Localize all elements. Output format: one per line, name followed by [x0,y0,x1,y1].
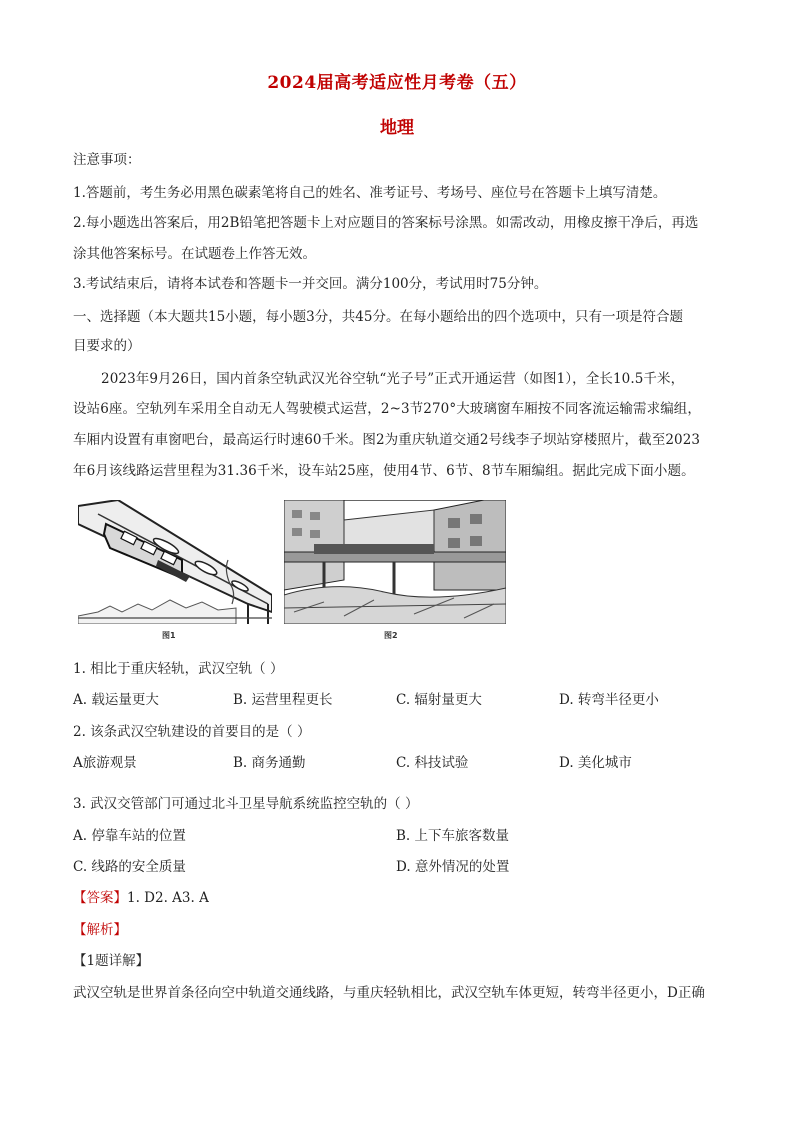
q1-option-d: D. 转弯半径更小 [559,692,659,708]
subject-title: 地理 [380,118,414,138]
question-1-stem: 1. 相比于重庆轻轨，武汉空轨（ ） [73,661,284,677]
q2-option-b: B. 商务通勤 [233,755,306,771]
passage-line-3: 车厢内设置有車窗吧台，最高运行时速60千米。图2为重庆轨道交通2号线李子坝站穿楼照片，截至2023 [73,432,701,448]
figure-2-image [284,500,506,624]
passage-line-2: 设站6座。空轨列车采用全自动无人驾驶模式运营，2~3节270°大玻璃窗车厢按不同客流运输需求编组， [73,401,701,417]
q3-option-c: C. 线路的安全质量 [73,859,186,875]
answer-text: 1. D2. A3. A [127,890,209,906]
q2-option-c: C. 科技试验 [396,755,469,771]
detail-text: 武汉空轨是世界首条径向空中轨道交通线路，与重庆轻轨相比，武汉空轨车体更短，转弯半径更小，D正确 [73,985,705,1001]
q2-option-d: D. 美化城市 [559,755,632,771]
figure-1-caption: 图1 [162,631,176,640]
notice-item-2: 2.每小题选出答案后，用2B铅笔把答题卡上对应题目的答案标号涂黑。如需改动，用橡皮擦干净后，再选 [73,215,699,231]
notice-item-3: 3.考试结束后，请将本试卷和答题卡一并交回。满分100分，考试用时75分钟。 [73,276,548,292]
answer-label: 【答案】 [73,890,127,906]
q3-option-d: D. 意外情况的处置 [396,859,510,875]
notice-item-2-cont: 涂其他答案标号。在试题卷上作答无效。 [73,246,316,262]
q1-option-a: A. 载运量更大 [73,692,159,708]
q3-option-a: A. 停靠车站的位置 [73,828,186,844]
question-2-stem: 2. 该条武汉空轨建设的首要目的是（ ） [73,724,311,740]
section-heading: 一、选择题（本大题共15小题，每小题3分，共45分。在每小题给出的四个选项中，只有一项是符合题 [73,309,683,325]
figure-1-image [78,500,272,624]
detail-label: 【1题详解】 [73,953,150,969]
notice-item-1: 1.答题前，考生务必用黑色碳素笔将自己的姓名、准考证号、考场号、座位号在答题卡上填写清楚。 [73,185,667,201]
section-heading-cont: 目要求的） [73,338,141,354]
q1-option-b: B. 运营里程更长 [233,692,333,708]
analysis-label: 【解析】 [73,922,127,938]
exam-title: 2024届高考适应性月考卷（五） [267,73,527,93]
q3-option-b: B. 上下车旅客数量 [396,828,510,844]
figure-2-caption: 图2 [384,631,398,640]
figures [78,500,508,648]
q2-option-a: A旅游观景 [73,755,137,771]
passage-line-1: 2023年9月26日，国内首条空轨武汉光谷空轨“光子号”正式开通运营（如图1），全长10.5千米， [101,371,685,387]
question-3-stem: 3. 武汉交管部门可通过北斗卫星导航系统监控空轨的（ ） [73,796,419,812]
notice-heading: 注意事项： [73,152,141,168]
passage-line-4: 年6月该线路运营里程为31.36千米，设车站25座，使用4节、6节、8节车厢编组。据此完成下面小题。 [73,463,695,479]
q1-option-c: C. 辐射量更大 [396,692,482,708]
answer-row [73,888,723,908]
